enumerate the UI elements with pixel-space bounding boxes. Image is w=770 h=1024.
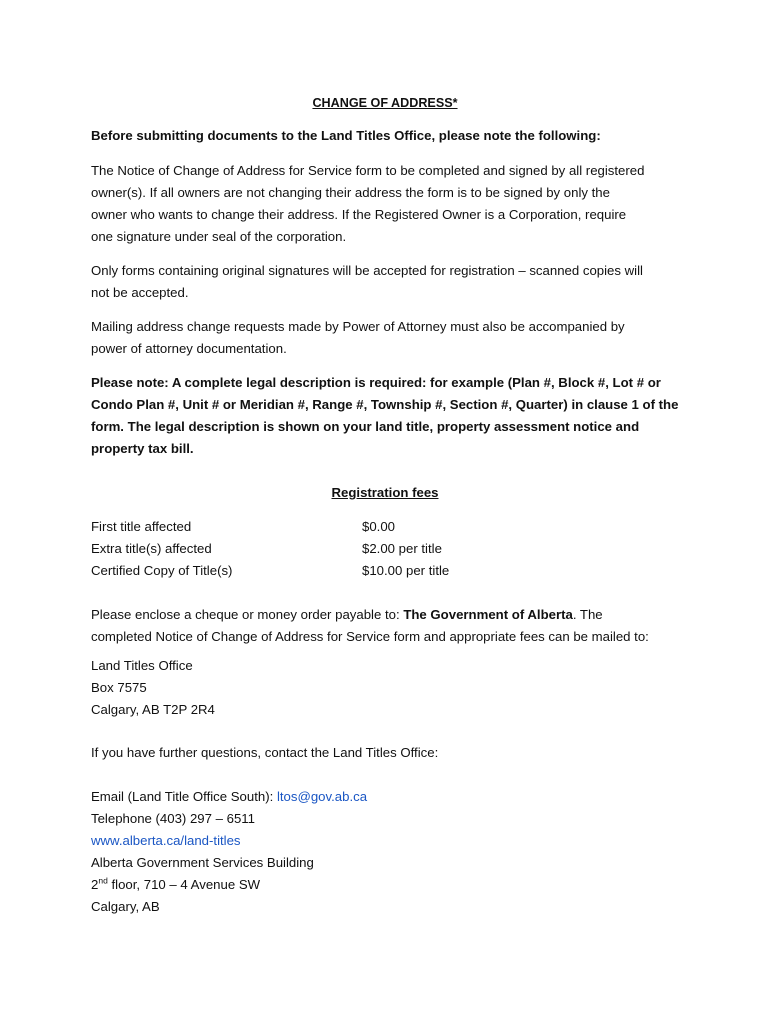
fee-item: Certified Copy of Title(s) <box>91 563 233 578</box>
paragraph-line: power of attorney documentation. <box>91 341 287 356</box>
floor-line <box>91 874 260 896</box>
payment-suffix: . The <box>572 607 603 622</box>
address-line: Land Titles Office <box>91 658 193 673</box>
note-line: Please note: A complete legal description is required: for example (Plan #, Block #, Lot # or <box>91 375 661 390</box>
email-label: Email (Land Title Office South): <box>91 789 277 804</box>
payment-prefix: Please enclose a cheque or money order payable to: <box>91 607 404 622</box>
city-line: Calgary, AB <box>91 899 160 914</box>
building-line: Alberta Government Services Building <box>91 855 314 870</box>
paragraph-line: The Notice of Change of Address for Service form to be completed and signed by all registered <box>91 163 645 178</box>
fee-item: First title affected <box>91 519 192 534</box>
note-line: property tax bill. <box>91 441 194 456</box>
note-line: form. The legal description is shown on your land title, property assessment notice and <box>91 419 640 434</box>
fee-amount: $10.00 per title <box>362 563 450 578</box>
document-title: CHANGE OF ADDRESS* <box>312 96 458 110</box>
payment-line: completed Notice of Change of Address for Service form and appropriate fees can be mailed to: <box>91 629 649 644</box>
telephone-line: Telephone (403) 297 – 6511 <box>91 811 255 826</box>
address-line: Box 7575 <box>91 680 147 695</box>
fee-amount: $2.00 per title <box>362 541 442 556</box>
paragraph-line: Only forms containing original signatures will be accepted for registration – scanned copies will <box>91 263 643 278</box>
fee-item: Extra title(s) affected <box>91 541 212 556</box>
paragraph-line: owner who wants to change their address. If the Registered Owner is a Corporation, require <box>91 207 627 222</box>
intro-heading: Before submitting documents to the Land Titles Office, please note the following: <box>91 128 601 143</box>
note-line: Condo Plan #, Unit # or Meridian #, Range #, Township #, Section #, Quarter) in clause 1 of the <box>91 397 679 412</box>
payment-line <box>91 604 603 626</box>
address-line: Calgary, AB T2P 2R4 <box>91 702 215 717</box>
floor-number: 2 <box>91 877 99 892</box>
paragraph-line: owner(s). If all owners are not changing their address the form is to be signed by only the <box>91 185 610 200</box>
fees-heading: Registration fees <box>331 485 439 500</box>
fee-amount: $0.00 <box>362 519 396 534</box>
paragraph-line: Mailing address change requests made by Power of Attorney must also be accompanied by <box>91 319 625 334</box>
floor-address: floor, 710 – 4 Avenue SW <box>107 877 261 892</box>
floor-ordinal: nd <box>98 875 108 886</box>
paragraph-line: one signature under seal of the corporation. <box>91 229 347 244</box>
email-link[interactable]: ltos@gov.ab.ca <box>276 789 368 804</box>
website-link[interactable]: www.alberta.ca/land-titles <box>91 833 241 848</box>
paragraph-line: not be accepted. <box>91 285 189 300</box>
questions-text: If you have further questions, contact the Land Titles Office: <box>91 745 439 760</box>
payee-name: The Government of Alberta <box>403 607 573 622</box>
email-line <box>91 786 367 808</box>
